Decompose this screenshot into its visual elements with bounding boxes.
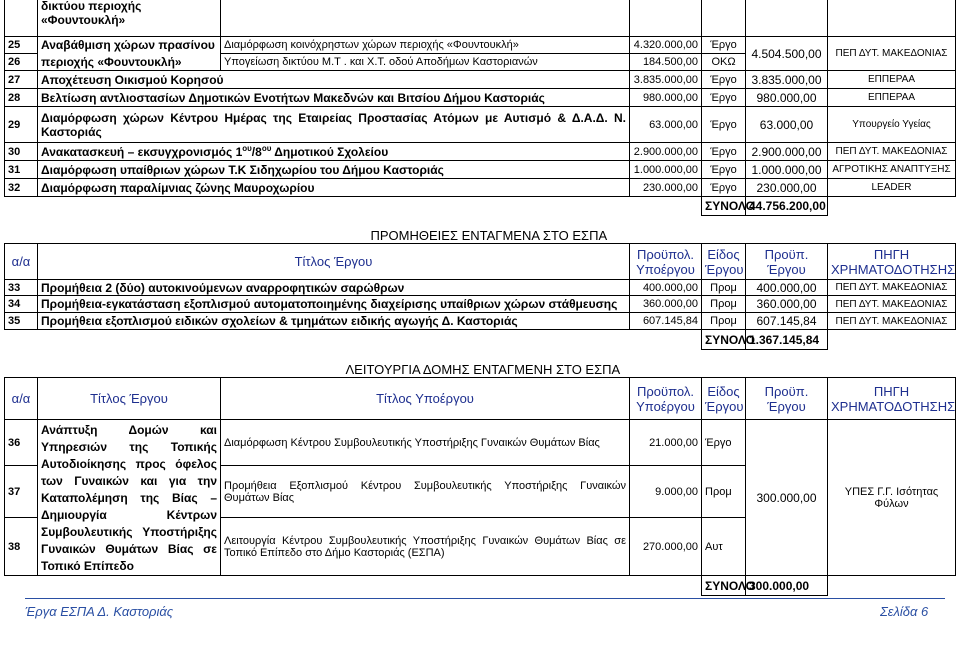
project-kind: Έργο: [702, 37, 746, 54]
subproject-budget: 607.145,84: [630, 313, 702, 330]
col-header-subbudget: Προϋπολ. Υποέργου: [630, 378, 702, 420]
structure-table: [4, 362, 956, 596]
funding-source: ΕΠΠΕΡΑΑ: [828, 71, 956, 89]
project-title: Προμήθεια-εγκατάσταση εξοπλισμού αυτοματοποιημένης διαχείρισης υπαίθριων χώρων στάθμευσης: [38, 296, 630, 313]
row-number: 29: [5, 107, 38, 143]
row-number: 25: [5, 37, 38, 54]
row-number: 34: [5, 296, 38, 313]
funding-source: ΥΠΕΣ Γ.Γ. Ισότητας Φύλων: [828, 420, 956, 576]
funding-source: LEADER: [828, 179, 956, 197]
col-header-source: ΠΗΓΗ ΧΡΗΜΑΤΟΔΟΤΗΣΗΣ: [828, 378, 956, 420]
col-header-num: α/α: [5, 378, 38, 420]
subproject-budget: 270.000,00: [630, 518, 702, 576]
row-number: 30: [5, 143, 38, 161]
total-label: ΣΥΝΟΛΟ: [702, 330, 746, 350]
project-budget: 300.000,00: [746, 420, 828, 576]
project-kind: Έργο: [702, 71, 746, 89]
project-title-line: Διαμόρφωση χώρων Κέντρου Ημέρας της Εταιρείας Προστασίας Ατόμων με Αυτισμό & Δ.Α.Δ. Ν.: [41, 110, 626, 125]
section-heading: ΛΕΙΤΟΥΡΓΙΑ ΔΟΜΗΣ ΕΝΤΑΓΜΕΝΗ ΣΤΟ ΕΣΠΑ: [345, 362, 621, 377]
row-number: 28: [5, 89, 38, 107]
subproject-title: Προμήθεια Εξοπλισμού Κέντρου Συμβουλευτικής Υποστήριξης Γυναικών Θυμάτων Βίας: [221, 466, 630, 518]
funding-source: ΑΓΡΟΤΙΚΗΣ ΑΝΑΠΤΥΞΗΣ: [828, 161, 956, 179]
funding-source: ΠΕΠ ΔΥΤ. ΜΑΚΕΔΟΝΙΑΣ: [828, 143, 956, 161]
funding-source: ΠΕΠ ΔΥΤ. ΜΑΚΕΔΟΝΙΑΣ: [828, 313, 956, 330]
project-budget: 230.000,00: [746, 179, 828, 197]
col-header-source: ΠΗΓΗ ΧΡΗΜΑΤΟΔΟΤΗΣΗΣ: [828, 244, 956, 280]
col-header-subbudget: Προϋπολ. Υποέργου: [630, 244, 702, 280]
total-value: 44.756.200,00: [746, 197, 828, 216]
project-budget: 360.000,00: [746, 296, 828, 313]
row-number: 31: [5, 161, 38, 179]
row-number: 32: [5, 179, 38, 197]
project-title-line: Γυναικών Θυμάτων Βίας σε: [41, 542, 217, 556]
project-title: [38, 420, 221, 576]
col-header-title: Τίτλος Έργου: [38, 244, 630, 280]
footer-rule: [25, 598, 945, 599]
col-header-kind: Είδος Έργου: [702, 378, 746, 420]
project-kind: ΟΚΩ: [702, 54, 746, 71]
row-number: 35: [5, 313, 38, 330]
project-title-line: Ανάπτυξη Δομών και: [41, 423, 217, 437]
project-budget: 4.504.500,00: [746, 37, 828, 71]
project-title: Διαμόρφωση παραλίμνιας ζώνης Μαυροχωρίου: [38, 179, 630, 197]
col-header-budget: Προϋπ. Έργου: [746, 378, 828, 420]
col-header-subtitle: Τίτλος Υποέργου: [221, 378, 630, 420]
project-title-line: των Γυναικών και για την: [41, 474, 217, 488]
project-kind: Έργο: [702, 161, 746, 179]
row-number: 26: [5, 54, 38, 71]
subproject-budget: 400.000,00: [630, 280, 702, 296]
project-kind: Προμ: [702, 280, 746, 296]
project-budget: 3.835.000,00: [746, 71, 828, 89]
subproject-budget: 9.000,00: [630, 466, 702, 518]
project-budget: 1.000.000,00: [746, 161, 828, 179]
subproject-budget: 184.500,00: [630, 54, 702, 71]
funding-source: ΠΕΠ ΔΥΤ. ΜΑΚΕΔΟΝΙΑΣ: [828, 37, 956, 71]
subproject-budget: 360.000,00: [630, 296, 702, 313]
project-title-line: Δημιουργία Κέντρων: [41, 508, 217, 522]
project-kind: Έργο: [702, 143, 746, 161]
col-header-budget: Προϋπ. Έργου: [746, 244, 828, 280]
project-title: Αναβάθμιση χώρων πρασίνου: [38, 37, 221, 54]
footer-page-number: Σελίδα 6: [880, 604, 929, 619]
row-number: 38: [5, 518, 38, 576]
row-number: 33: [5, 280, 38, 296]
funding-source: ΕΠΠΕΡΑΑ: [828, 89, 956, 107]
project-title-line: Υπηρεσιών της Τοπικής: [41, 440, 217, 454]
project-kind: Προμ: [702, 296, 746, 313]
project-kind: Αυτ: [702, 518, 746, 576]
project-title: Ανακατασκευή – εκσυγχρονισμός $1^{o\upsilon}/8^{o\upsilon}$ Δημοτικού Σχολείου: [38, 143, 630, 161]
funding-source: ΠΕΠ ΔΥΤ. ΜΑΚΕΔΟΝΙΑΣ: [828, 280, 956, 296]
funding-source: Υπουργείο Υγείας: [828, 107, 956, 143]
project-title: Προμήθεια 2 (δύο) αυτοκινούμενων αναρροφητικών σαρώθρων: [38, 280, 630, 296]
total-label: ΣΥΝΟΛΟ: [702, 197, 746, 216]
project-budget: 400.000,00: [746, 280, 828, 296]
supplies-table: [4, 228, 956, 350]
footer-document-title: Έργα ΕΣΠΑ Δ. Καστοριάς: [25, 604, 174, 619]
subproject-budget: 4.320.000,00: [630, 37, 702, 54]
subproject-budget: 1.000.000,00: [630, 161, 702, 179]
projects-table-1: [4, 0, 956, 216]
subproject-title: Υπογείωση δικτύου Μ.Τ . και Χ.Τ. οδού Αποδήμων Καστοριανών: [221, 54, 630, 71]
col-header-title: Τίτλος Έργου: [38, 378, 221, 420]
section-heading: ΠΡΟΜΗΘΕΙΕΣ ΕΝΤΑΓΜΕΝΑ ΣΤΟ ΕΣΠΑ: [370, 228, 608, 243]
col-header-kind: Είδος Έργου: [702, 244, 746, 280]
subproject-budget: 3.835.000,00: [630, 71, 702, 89]
project-kind: Έργο: [702, 89, 746, 107]
project-title-line: Συμβουλευτικής Υποστήριξης: [41, 525, 217, 539]
project-budget: 607.145,84: [746, 313, 828, 330]
project-title-line: Τοπικό Επίπεδο: [41, 559, 134, 573]
project-title-line: Αυτοδιοίκησης προς όφελος: [41, 457, 217, 471]
total-value: 300.000,00: [746, 576, 828, 596]
col-header-num: α/α: [5, 244, 38, 280]
project-title-line: Καταπολέμηση της Βίας –: [41, 491, 217, 505]
project-budget: 980.000,00: [746, 89, 828, 107]
subproject-budget: 63.000,00: [630, 107, 702, 143]
subproject-budget: 21.000,00: [630, 420, 702, 466]
project-title: [38, 107, 630, 143]
project-title: περιοχής «Φουντουκλή»: [38, 54, 221, 71]
project-title: Αποχέτευση Οικισμού Κορησού: [38, 71, 630, 89]
subproject-title: Λειτουργία Κέντρου Συμβουλευτικής Υποστήριξης Γυναικών Θυμάτων Βίας σε Τοπικό Επίπεδο στο Δήμο Καστοριάς (ΕΣΠΑ): [221, 518, 630, 576]
total-value: 1.367.145,84: [746, 330, 828, 350]
project-title: Προμήθεια εξοπλισμού ειδικών σχολείων & τμημάτων ειδικής αγωγής Δ. Καστοριάς: [38, 313, 630, 330]
total-label: ΣΥΝΟΛΟ: [702, 576, 746, 596]
row-number: 37: [5, 466, 38, 518]
project-title-line: Καστοριάς: [41, 124, 102, 139]
funding-source: ΠΕΠ ΔΥΤ. ΜΑΚΕΔΟΝΙΑΣ: [828, 296, 956, 313]
project-kind: Έργο: [702, 179, 746, 197]
subproject-title: Διαμόρφωση Κέντρου Συμβουλευτικής Υποστήριξης Γυναικών Θυμάτων Βίας: [221, 420, 630, 466]
project-budget: 63.000,00: [746, 107, 828, 143]
subproject-budget: 2.900.000,00: [630, 143, 702, 161]
project-kind: Έργο: [702, 107, 746, 143]
project-kind: Προμ: [702, 466, 746, 518]
project-budget: 2.900.000,00: [746, 143, 828, 161]
project-title: Διαμόρφωση υπαίθριων χώρων Τ.Κ Σιδηχωρίου του Δήμου Καστοριάς: [38, 161, 630, 179]
subproject-budget: 980.000,00: [630, 89, 702, 107]
row-number: 27: [5, 71, 38, 89]
project-kind: Έργο: [702, 420, 746, 466]
project-kind: Προμ: [702, 313, 746, 330]
row-number: 36: [5, 420, 38, 466]
subproject-title: Διαμόρφωση κοινόχρηστων χώρων περιοχής «Φουντουκλή»: [221, 37, 630, 54]
project-title: Βελτίωση αντλιοστασίων Δημοτικών Ενοτήτων Μακεδνών και Βιτσίου Δήμου Καστοριάς: [38, 89, 630, 107]
row24-title-tail: δικτύου περιοχής «Φουντουκλή»: [38, 0, 221, 37]
subproject-budget: 230.000,00: [630, 179, 702, 197]
